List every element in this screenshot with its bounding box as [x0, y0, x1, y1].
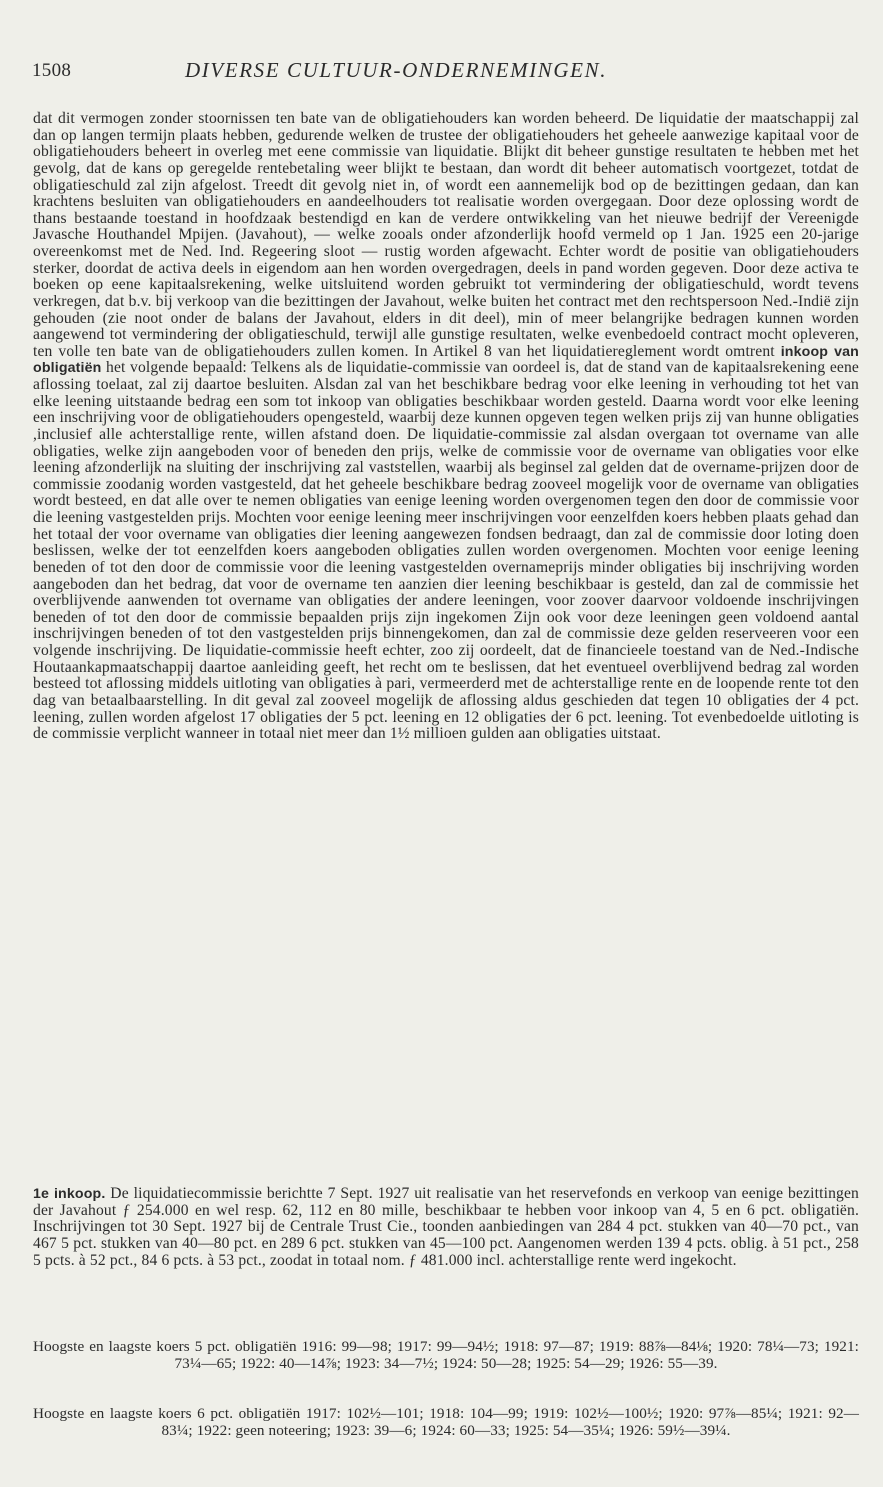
running-title: DIVERSE CULTUUR-ONDERNEMINGEN. — [185, 58, 608, 82]
paragraph-text-a: dat dit vermogen zonder stoornissen ten bate van de obligatiehouders kan worden beheerd. De liquidatie der maatschappij zal dan op langen termijn plaats hebben, gedurende welken de trustee der obligatiehouders het geheele aanwezige kapitaal voor de obligatiehouders beheert in overleg met eene commissie van liquidatie. Blijkt dit beheer gunstige resultaten te hebben met het gevolg, dat de kans op geregelde rentebetaling weer blijkt te bestaan, dan wordt dit beheer automatisch voortgezet, totdat de obligatieschuld zal zijn afgelost. Treedt dit gevolg niet in, of wordt een aannemelijk bod op de bezittingen gedaan, dan kan krachtens besluiten van obligatiehouders en aandeelhouders tot realisatie worden overgegaan. Door deze oplossing wordt de thans bestaande toestand in hoofdzaak bestendigd en kan de verdere ontwikkeling van het nieuwe bedrijf der Vereenigde Javasche Houthandel Mpijen. (Javahout), — welke zooals onder afzonderlijk hoofd vermeld op 1 Jan. 1925 een 20-jarige overeenkomst met de Ned. Ind. Regeering sloot — rustig worden afgewacht. Echter wordt de positie van obligatiehouders sterker, doordat de activa deels in eigendom aan hen worden overgedragen, deels in pand worden gegeven. Door deze activa te boeken op eene kapitaalsrekening, welke uitsluitend worden gebruikt tot vermindering der obligatieschuld, wordt tevens verkregen, dat b.v. bij verkoop van die bezittingen der Javahout, welke buiten het contract met den rechtspersoon Ned.-Indië zijn gehouden (zie noot onder de balans der Javahout, elders in dit deel), min of meer belangrijke bedragen kunnen worden aangewend tot vermindering der obligatieschuld, terwijl alle gunstige resultaten, welke evenbedoeld contract mocht opleveren, ten volle ten bate van de obligatiehouders zullen komen. In Artikel 8 van het liquidatiereglement wordt omtrent — [33, 110, 859, 360]
quote-6pct-text: Hoogste en laagste koers 6 pct. obligatiën 1917: 102½—101; 1918: 104—99; 1919: 102½—100½; 1920: 97⅞—85¼; 1921: 92—83¼; 1922: geen noteering; 1923: 39—6; 1924: 60—33; 1925: 54—35¼; 1926: 59½—39¼. — [33, 1405, 859, 1439]
paragraph-liquidatie — [33, 111, 859, 743]
bold-term: inkoop van obligatiën — [33, 343, 859, 377]
section-heading: 1e inkoop. — [33, 1186, 106, 1202]
section-text: De liquidatiecommissie berichtte 7 Sept. 1927 uit realisatie van het reservefonds en verkoop van eenige bezittingen der Javahout ƒ 254.000 en wel resp. 62, 112 en 80 mille, beschikbaar te hebben voor inkoop van 4, 5 en 6 pct. obligatiën. Inschrijvingen tot 30 Sept. 1927 bij de Centrale Trust Cie., toonden aanbiedingen van 284 4 pct. stukken van 40—70 pct., van 467 5 pct. stukken van 40—80 pct. en 289 6 pct. stukken van 45—100 pct. Aangenomen werden 139 4 pcts. oblig. à 51 pct., 258 5 pcts. à 52 pct., 84 6 pcts. à 53 pct., zoodat in totaal nom. ƒ 481.000 incl. achterstallige rente werd ingekocht. — [33, 1185, 859, 1269]
page-number: 1508 — [32, 60, 72, 81]
quote-5pct — [33, 1339, 859, 1373]
quote-5pct-text: Hoogste en laagste koers 5 pct. obligatiën 1916: 99—98; 1917: 99—94½; 1918: 97—87; 1919: 88⅞—84⅛; 1920: 78¼—73; 1921: 73¼—65; 1922: 40—14⅞; 1923: 34—7½; 1924: 50—28; 1925: 54—29; 1926: 55—39. — [33, 1338, 859, 1372]
body-paragraph — [33, 111, 859, 743]
quote-6pct — [33, 1406, 859, 1440]
paragraph-text-b: het volgende bepaald: Telkens als de liquidatie-commissie van oordeel is, dat de stand van de kapitaalsrekening eene aflossing toelaat, zal zij daartoe besluiten. Alsdan zal van het beschikbare bedrag voor elke leening in verhouding tot het van elke leening uitstaande bedrag een som tot inkoop van obligaties beschikbaar worden gesteld. Daarna wordt voor elke leening een inschrijving voor de obligatiehouders opengesteld, waarbij deze kunnen opgeven tegen welken prijs zij van hunne obligaties ,inclusief alle achterstallige rente, willen afstand doen. De liquidatie-commissie zal alsdan overgaan tot overname van alle obligaties, welke zijn aangeboden voor of beneden den prijs, welke de commissie voor de overname van obligaties voor elke leening afzonderlijk na sluiting der inschrijving zal vaststellen, waarbij als beginsel zal gelden dat de overname-prijzen door de commissie zoodanig worden vastgesteld, dat het geheele beschikbare bedrag zooveel mogelijk voor de overname van obligaties wordt besteed, en dat alle over te nemen obligaties van eenige leening worden overgenomen tegen den door de commissie voor die leening vastgestelden prijs. Mochten voor eenige leening meer inschrijvingen voor eenzelfden koers hebben plaats gehad dan het totaal der voor overname van obligaties dier leening aangewezen fondsen bedraagt, dan zal de commissie door loting doen beslissen, welke der tot eenzelfden koers aangeboden obligaties zullen worden overgenomen. Mochten voor eenige leening beneden of tot den door de commissie voor die leening vastgestelden overnameprijs minder obligaties bij inschrijving worden aangeboden dan het bedrag, dat voor de overname ten aanzien dier leening beschikbaar is gesteld, dan zal de commissie het overblijvende aanwenden tot overname van obligaties der andere leeningen, voor zoover daarvoor voldoende inschrijvingen beneden of tot den door de commissie bepaalden prijs zijn ingekomen Zijn ook voor deze leeningen geen voldoend aantal inschrijvingen beneden of tot den vastgestelden prijs binnengekomen, dan zal de commissie deze gelden reserveeren voor een volgende inschrijving. De liquidatie-commissie heeft echter, zoo zij oordeelt, dat de financieele toestand van de Ned.-Indische Houtaankapmaatschappij daartoe aanleiding geeft, het recht om te beslissen, dat het eventueel overblijvend bedrag zal worden besteed tot aflossing middels uitloting van obligaties à pari, vermeerderd met de achterstallige rente en de loopende rente tot den dag van betaalbaarstelling. In dit geval zal zooveel mogelijk de aflossing aldus geschieden dat tegen 10 obligaties der 4 pct. leening, zullen worden afgelost 17 obligaties der 5 pct. leening en 12 obligaties der 6 pct. leening. Tot evenbedoelde uitloting is de commissie verplicht wanneer in totaal niet meer dan 1½ millioen gulden aan obligaties uitstaat. — [33, 359, 859, 743]
inkoop-section — [33, 1186, 859, 1269]
